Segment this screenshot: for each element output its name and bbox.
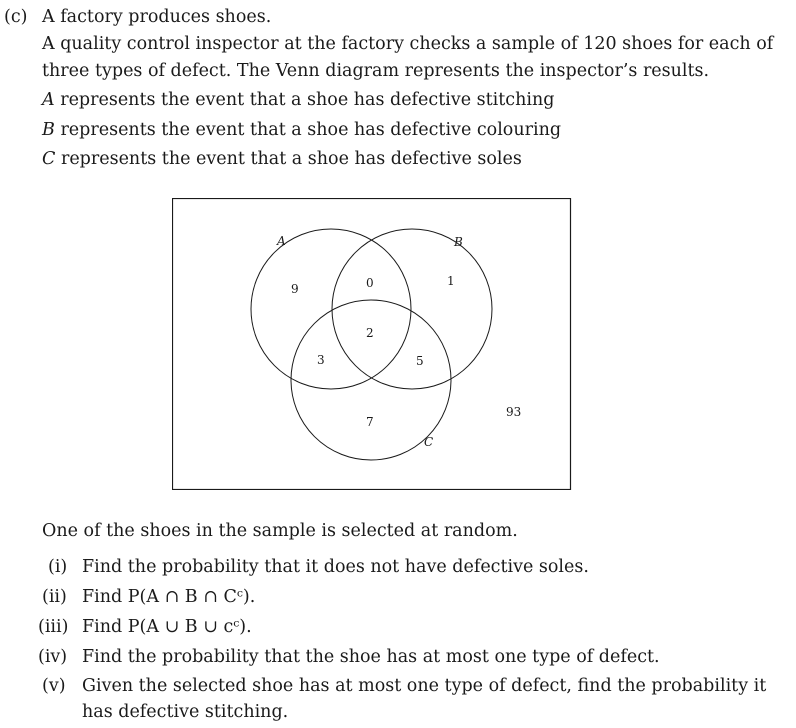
event-a-definition xyxy=(42,89,554,111)
question-v-text: Given the selected shoe has at most one type of defect, find the probability it xyxy=(82,676,767,696)
question-iv-number: (iv) xyxy=(38,647,68,667)
circle-b xyxy=(332,229,492,389)
event-a-symbol: A xyxy=(42,90,55,110)
event-b-definition xyxy=(42,119,561,141)
region-a-c-only: 3 xyxy=(317,353,325,367)
region-c-only: 7 xyxy=(366,415,374,429)
venn-diagram xyxy=(172,198,572,490)
region-a-b-c: 2 xyxy=(366,326,374,340)
question-iii-text: Find P(A ∪ B ∪ cᶜ). xyxy=(82,617,252,637)
question-i-text: Find the probability that it does not have defective soles. xyxy=(82,557,589,577)
event-b-text: represents the event that a shoe has defective colouring xyxy=(54,120,562,140)
intro-line-1: A factory produces shoes. xyxy=(42,7,272,27)
region-a-only: 9 xyxy=(291,282,299,296)
region-b-only: 1 xyxy=(447,274,455,288)
region-a-b-only: 0 xyxy=(366,276,374,290)
question-iii-number: (iii) xyxy=(38,617,69,637)
event-c-definition xyxy=(42,148,522,170)
question-ii-number: (ii) xyxy=(42,587,67,607)
question-ii-text: Find P(A ∩ B ∩ Cᶜ). xyxy=(82,587,256,607)
question-v-number: (v) xyxy=(42,676,66,696)
question-v-text-line-2: has defective stitching. xyxy=(82,702,289,722)
label-b: B xyxy=(454,235,463,249)
universal-set-rectangle xyxy=(173,199,571,490)
selection-text: One of the shoes in the sample is selected at random. xyxy=(42,521,518,541)
question-iv-text: Find the probability that the shoe has at most one type of defect. xyxy=(82,647,660,667)
event-c-text: represents the event that a shoe has defective soles xyxy=(55,149,522,169)
label-c: C xyxy=(424,435,434,449)
part-label: (c) xyxy=(4,7,28,27)
circle-a xyxy=(251,229,411,389)
intro-line-3: three types of defect. The Venn diagram represents the inspector’s results. xyxy=(42,61,710,81)
label-a: A xyxy=(277,234,286,248)
event-b-symbol: B xyxy=(42,120,55,140)
region-outside: 93 xyxy=(506,405,522,419)
intro-line-2: A quality control inspector at the factory checks a sample of 120 shoes for each of xyxy=(42,34,774,54)
event-a-text: represents the event that a shoe has defective stitching xyxy=(54,90,555,110)
question-i-number: (i) xyxy=(48,557,68,577)
region-b-c-only: 5 xyxy=(416,354,424,368)
event-c-symbol: C xyxy=(42,149,56,169)
